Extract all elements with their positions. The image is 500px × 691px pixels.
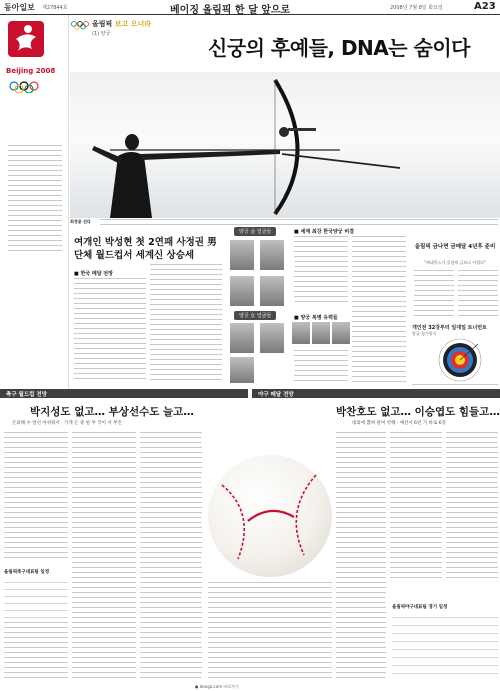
- baseball-bar-label: 야구 메달 전망: [258, 392, 294, 398]
- world-body-col2: [352, 236, 406, 382]
- archer-photo: [70, 72, 500, 218]
- table-row: [392, 612, 498, 618]
- issue-date: 2008년 7월 8일 화요일: [390, 5, 443, 11]
- right-story-sub: "베네릭스가 올림픽 급보다 어렵다": [424, 260, 486, 265]
- right-story-headline: 올림픽 금나면 금메달 4년후 준비: [414, 244, 496, 250]
- table-row: [392, 668, 498, 674]
- series-title-accent: 보고 오너라: [114, 20, 151, 28]
- olympic-rings-icon: [6, 81, 62, 93]
- player-photo: [292, 322, 310, 344]
- baseball-body-col2: [390, 432, 442, 582]
- main-headline: 신궁의 후예들, DNA는 숨이다: [208, 36, 471, 60]
- baseball-table-title: 올림픽야구대표팀 경기 일정: [392, 605, 448, 610]
- table-row: [392, 620, 498, 626]
- target-graphic-title: 개인전 32강부터 일대일 토너먼트: [412, 325, 487, 331]
- baseball-subheadline: 대외에 뽑혀 관여 약해 · 예선서 6전 가 바로 6강: [352, 421, 446, 426]
- soccer-bar-label: 축구 월드컵 전망: [6, 392, 48, 398]
- photo-caption: [70, 219, 500, 224]
- footer-byline[interactable]: ● donga.com 바로가기: [195, 684, 239, 689]
- caption-body: [100, 219, 498, 228]
- baseball-mid-body: [208, 582, 332, 682]
- article-body-col1: [74, 278, 146, 382]
- table-row: [392, 636, 498, 642]
- soccer-body-col2: [72, 432, 136, 682]
- right-story-body2: [458, 270, 498, 320]
- player-photo: [312, 322, 330, 344]
- table-row: [392, 652, 498, 658]
- table-row: [392, 628, 498, 634]
- caption-lead: 최정용 선다: [70, 219, 91, 224]
- soccer-section-bar: [0, 389, 248, 398]
- table-row: [4, 598, 68, 604]
- baseball-section-bar: [252, 389, 500, 398]
- soccer-body-col1b: [4, 622, 68, 682]
- article-subheadline: 여개인 박성현 첫 2연패 사정권 男단체 월드컵서 세계신 상승세: [74, 237, 217, 261]
- player-photo: [260, 276, 284, 306]
- rivals-body: [294, 350, 348, 382]
- baseball-photo: [208, 455, 332, 577]
- player-photo: [230, 323, 254, 353]
- table-row: [4, 591, 68, 597]
- player-photo: [260, 323, 284, 353]
- target-caption: [412, 384, 498, 387]
- baseball-headline: 박찬호도 없고… 이승엽도 힘들고…: [336, 406, 500, 418]
- series-title: [92, 19, 151, 29]
- sidebar-intro-text: [8, 145, 62, 255]
- table-row: [392, 644, 498, 650]
- series-title-prefix: 올림픽: [92, 20, 113, 28]
- archery-target-icon: [438, 338, 482, 382]
- series-part: (1) 양궁: [92, 31, 111, 37]
- paper-name: 동아일보: [4, 3, 35, 12]
- soccer-body-col3: [140, 432, 202, 682]
- masthead-strip: [0, 0, 500, 15]
- section-korea-heading: ■ 한국 메달 전망: [74, 271, 113, 277]
- archer-silhouette-icon: [70, 72, 500, 218]
- soccer-subheadline: 은퇴해 수 앞선 아쉬워서 · 가게 돈 중 한 부 국이 서 부진: [12, 421, 122, 426]
- player-photo: [332, 322, 350, 344]
- panel-men-title: 양궁 金 얼굴들: [234, 227, 276, 236]
- player-photo: [230, 240, 254, 270]
- world-body-col1: [294, 236, 348, 306]
- olympic-rings-small-icon: [70, 20, 90, 30]
- beijing-emblem-icon: [6, 19, 46, 59]
- table-row: [4, 605, 68, 611]
- player-photo: [260, 240, 284, 270]
- beijing-logo-text: Beijing 2008: [6, 67, 56, 75]
- section-rivals-heading: ■ 양궁 복병 유력들: [294, 315, 338, 321]
- section-world-heading: ■ 세계 최강 한국양궁 비결: [294, 229, 354, 235]
- table-row: [4, 584, 68, 590]
- table-row: [392, 660, 498, 666]
- baseball-body-col1: [336, 432, 386, 682]
- soccer-table-title: 올림픽축구대표팀 일정: [4, 570, 50, 575]
- player-photo: [230, 357, 254, 383]
- left-sidebar: [0, 15, 69, 395]
- section-kicker: 베이징 올림픽 한 달 앞으로: [170, 5, 291, 16]
- table-row: [4, 577, 68, 583]
- table-row: [4, 612, 68, 618]
- right-story-body1: [414, 270, 454, 320]
- soccer-headline: 박지성도 없고… 부상선수도 늘고…: [30, 406, 194, 418]
- issue-number: 제27844호: [42, 5, 68, 11]
- baseball-body-col3: [446, 432, 498, 582]
- article-body-col2: [150, 264, 222, 382]
- player-photo: [230, 276, 254, 306]
- page-number: A23: [474, 1, 496, 12]
- soccer-body-col1: [4, 432, 68, 562]
- baseball-icon: [208, 455, 332, 577]
- panel-women-title: 양궁 女 얼굴들: [234, 311, 276, 320]
- target-graphic-sub: 양궁 경기방식: [412, 331, 437, 336]
